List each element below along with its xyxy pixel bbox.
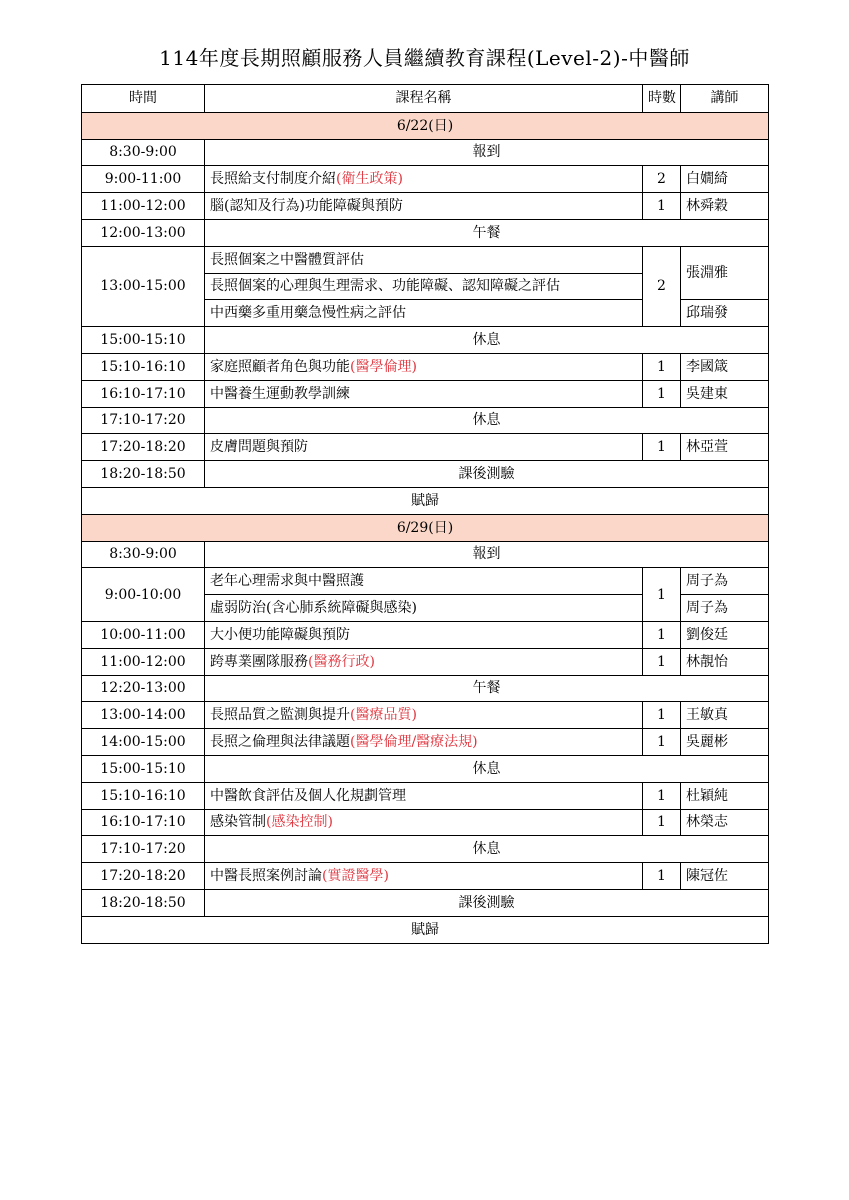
break-label: 休息 — [205, 407, 769, 434]
course-title: 長照之倫理與法律議題 — [210, 734, 350, 751]
time-cell: 18:20-18:50 — [82, 461, 205, 488]
instructor-cell: 林榮志 — [681, 809, 769, 836]
time-cell: 15:10-16:10 — [82, 782, 205, 809]
course-title: 感染管制 — [210, 814, 266, 831]
break-label: 課後測驗 — [205, 461, 769, 488]
day-date: 6/22(日) — [82, 112, 769, 139]
course-cell — [205, 648, 643, 675]
break-label: 午餐 — [205, 675, 769, 702]
table-row — [82, 407, 769, 434]
table-row — [82, 568, 769, 595]
instructor-cell: 陳冠佐 — [681, 863, 769, 890]
course-category-tag: (醫學倫理/醫療法規) — [350, 734, 478, 751]
hours-cell: 1 — [643, 380, 681, 407]
table-row — [82, 729, 769, 756]
time-cell: 17:20-18:20 — [82, 863, 205, 890]
header-time: 時間 — [82, 85, 205, 113]
header-instructor: 講師 — [681, 85, 769, 113]
time-cell: 8:30-9:00 — [82, 541, 205, 568]
hours-cell: 1 — [643, 648, 681, 675]
table-row — [82, 863, 769, 890]
hours-cell: 2 — [643, 166, 681, 193]
table-row — [82, 782, 769, 809]
table-row — [82, 675, 769, 702]
course-cell: 長照個案的心理與生理需求、功能障礙、認知障礙之評估 — [205, 273, 643, 300]
instructor-cell: 邱瑞發 — [681, 300, 769, 327]
time-cell: 9:00-10:00 — [82, 568, 205, 622]
course-cell: 中醫養生運動教學訓練 — [205, 380, 643, 407]
break-label: 報到 — [205, 541, 769, 568]
instructor-cell: 林舜穀 — [681, 193, 769, 220]
course-cell: 中醫飲食評估及個人化規劃管理 — [205, 782, 643, 809]
instructor-cell: 吳建東 — [681, 380, 769, 407]
header-course: 課程名稱 — [205, 85, 643, 113]
table-row — [82, 380, 769, 407]
table-row — [82, 327, 769, 354]
course-cell — [205, 729, 643, 756]
time-cell: 13:00-14:00 — [82, 702, 205, 729]
time-cell: 17:20-18:20 — [82, 434, 205, 461]
course-title: 長照品質之監測與提升 — [210, 707, 350, 724]
day-date: 6/29(日) — [82, 514, 769, 541]
instructor-cell: 吳麗彬 — [681, 729, 769, 756]
time-cell: 15:00-15:10 — [82, 327, 205, 354]
course-cell: 皮膚問題與預防 — [205, 434, 643, 461]
course-cell: 虛弱防治(含心肺系統障礙與感染) — [205, 595, 643, 622]
instructor-cell: 周子為 — [681, 568, 769, 595]
time-cell: 14:00-15:00 — [82, 729, 205, 756]
table-row — [82, 219, 769, 246]
time-cell: 18:20-18:50 — [82, 889, 205, 916]
table-row — [82, 836, 769, 863]
table-row — [82, 541, 769, 568]
schedule-table — [81, 84, 769, 944]
dismissal-label: 賦歸 — [82, 916, 769, 943]
break-label: 休息 — [205, 836, 769, 863]
break-label: 課後測驗 — [205, 889, 769, 916]
instructor-cell: 張淵雅 — [681, 246, 769, 300]
course-cell — [205, 353, 643, 380]
time-cell: 17:10-17:20 — [82, 407, 205, 434]
hours-cell: 1 — [643, 568, 681, 622]
course-cell: 大小便功能障礙與預防 — [205, 621, 643, 648]
hours-cell: 1 — [643, 809, 681, 836]
hours-cell: 1 — [643, 729, 681, 756]
course-category-tag: (醫療品質) — [350, 707, 417, 724]
table-row — [82, 916, 769, 943]
hours-cell: 1 — [643, 621, 681, 648]
table-row — [82, 755, 769, 782]
page-title: 114年度長期照顧服務人員繼續教育課程(Level-2)-中醫師 — [159, 46, 690, 70]
dismissal-label: 賦歸 — [82, 487, 769, 514]
course-category-tag: (醫學倫理) — [350, 358, 417, 375]
instructor-cell: 劉俊廷 — [681, 621, 769, 648]
table-row — [82, 246, 769, 273]
course-cell: 老年心理需求與中醫照護 — [205, 568, 643, 595]
course-title: 家庭照顧者角色與功能 — [210, 358, 350, 375]
time-cell: 10:00-11:00 — [82, 621, 205, 648]
break-label: 報到 — [205, 139, 769, 166]
hours-cell: 2 — [643, 246, 681, 326]
course-cell — [205, 166, 643, 193]
course-cell — [205, 702, 643, 729]
header-hours: 時數 — [643, 85, 681, 113]
course-category-tag: (感染控制) — [266, 814, 333, 831]
hours-cell: 1 — [643, 863, 681, 890]
course-cell: 腦(認知及行為)功能障礙與預防 — [205, 193, 643, 220]
time-cell: 16:10-17:10 — [82, 809, 205, 836]
course-category-tag: (醫務行政) — [308, 653, 375, 670]
instructor-cell: 林靚怡 — [681, 648, 769, 675]
time-cell: 11:00-12:00 — [82, 648, 205, 675]
time-cell: 15:10-16:10 — [82, 353, 205, 380]
table-row — [82, 487, 769, 514]
table-row — [82, 889, 769, 916]
course-cell: 中西藥多重用藥急慢性病之評估 — [205, 300, 643, 327]
table-row — [82, 434, 769, 461]
time-cell: 12:20-13:00 — [82, 675, 205, 702]
hours-cell: 1 — [643, 702, 681, 729]
course-cell — [205, 863, 643, 890]
hours-cell: 1 — [643, 434, 681, 461]
course-title: 中醫長照案例討論 — [210, 868, 322, 884]
day-header-row — [82, 514, 769, 541]
course-title: 跨專業團隊服務 — [210, 653, 308, 670]
table-row — [82, 621, 769, 648]
table-row — [82, 166, 769, 193]
table-row — [82, 139, 769, 166]
instructor-cell: 李國箴 — [681, 353, 769, 380]
time-cell: 12:00-13:00 — [82, 219, 205, 246]
time-cell: 15:00-15:10 — [82, 755, 205, 782]
table-header-row — [82, 85, 769, 113]
time-cell: 8:30-9:00 — [82, 139, 205, 166]
course-title: 長照給支付制度介紹 — [210, 171, 336, 188]
time-cell: 13:00-15:00 — [82, 246, 205, 326]
time-cell: 11:00-12:00 — [82, 193, 205, 220]
table-row — [82, 648, 769, 675]
instructor-cell: 林亞萱 — [681, 434, 769, 461]
course-cell: 長照個案之中醫體質評估 — [205, 246, 643, 273]
time-cell: 16:10-17:10 — [82, 380, 205, 407]
break-label: 休息 — [205, 327, 769, 354]
time-cell: 17:10-17:20 — [82, 836, 205, 863]
table-row — [82, 702, 769, 729]
time-cell: 9:00-11:00 — [82, 166, 205, 193]
course-category-tag: (衛生政策) — [336, 171, 403, 188]
day-header-row — [82, 112, 769, 139]
table-row — [82, 461, 769, 488]
table-row — [82, 809, 769, 836]
instructor-cell: 白嫺綺 — [681, 166, 769, 193]
table-row — [82, 193, 769, 220]
table-row — [82, 353, 769, 380]
break-label: 午餐 — [205, 219, 769, 246]
hours-cell: 1 — [643, 353, 681, 380]
hours-cell: 1 — [643, 193, 681, 220]
instructor-cell: 杜穎純 — [681, 782, 769, 809]
course-cell — [205, 809, 643, 836]
instructor-cell: 王敏真 — [681, 702, 769, 729]
break-label: 休息 — [205, 755, 769, 782]
hours-cell: 1 — [643, 782, 681, 809]
instructor-cell: 周子為 — [681, 595, 769, 622]
course-category-tag: (實證醫學) — [322, 868, 389, 884]
